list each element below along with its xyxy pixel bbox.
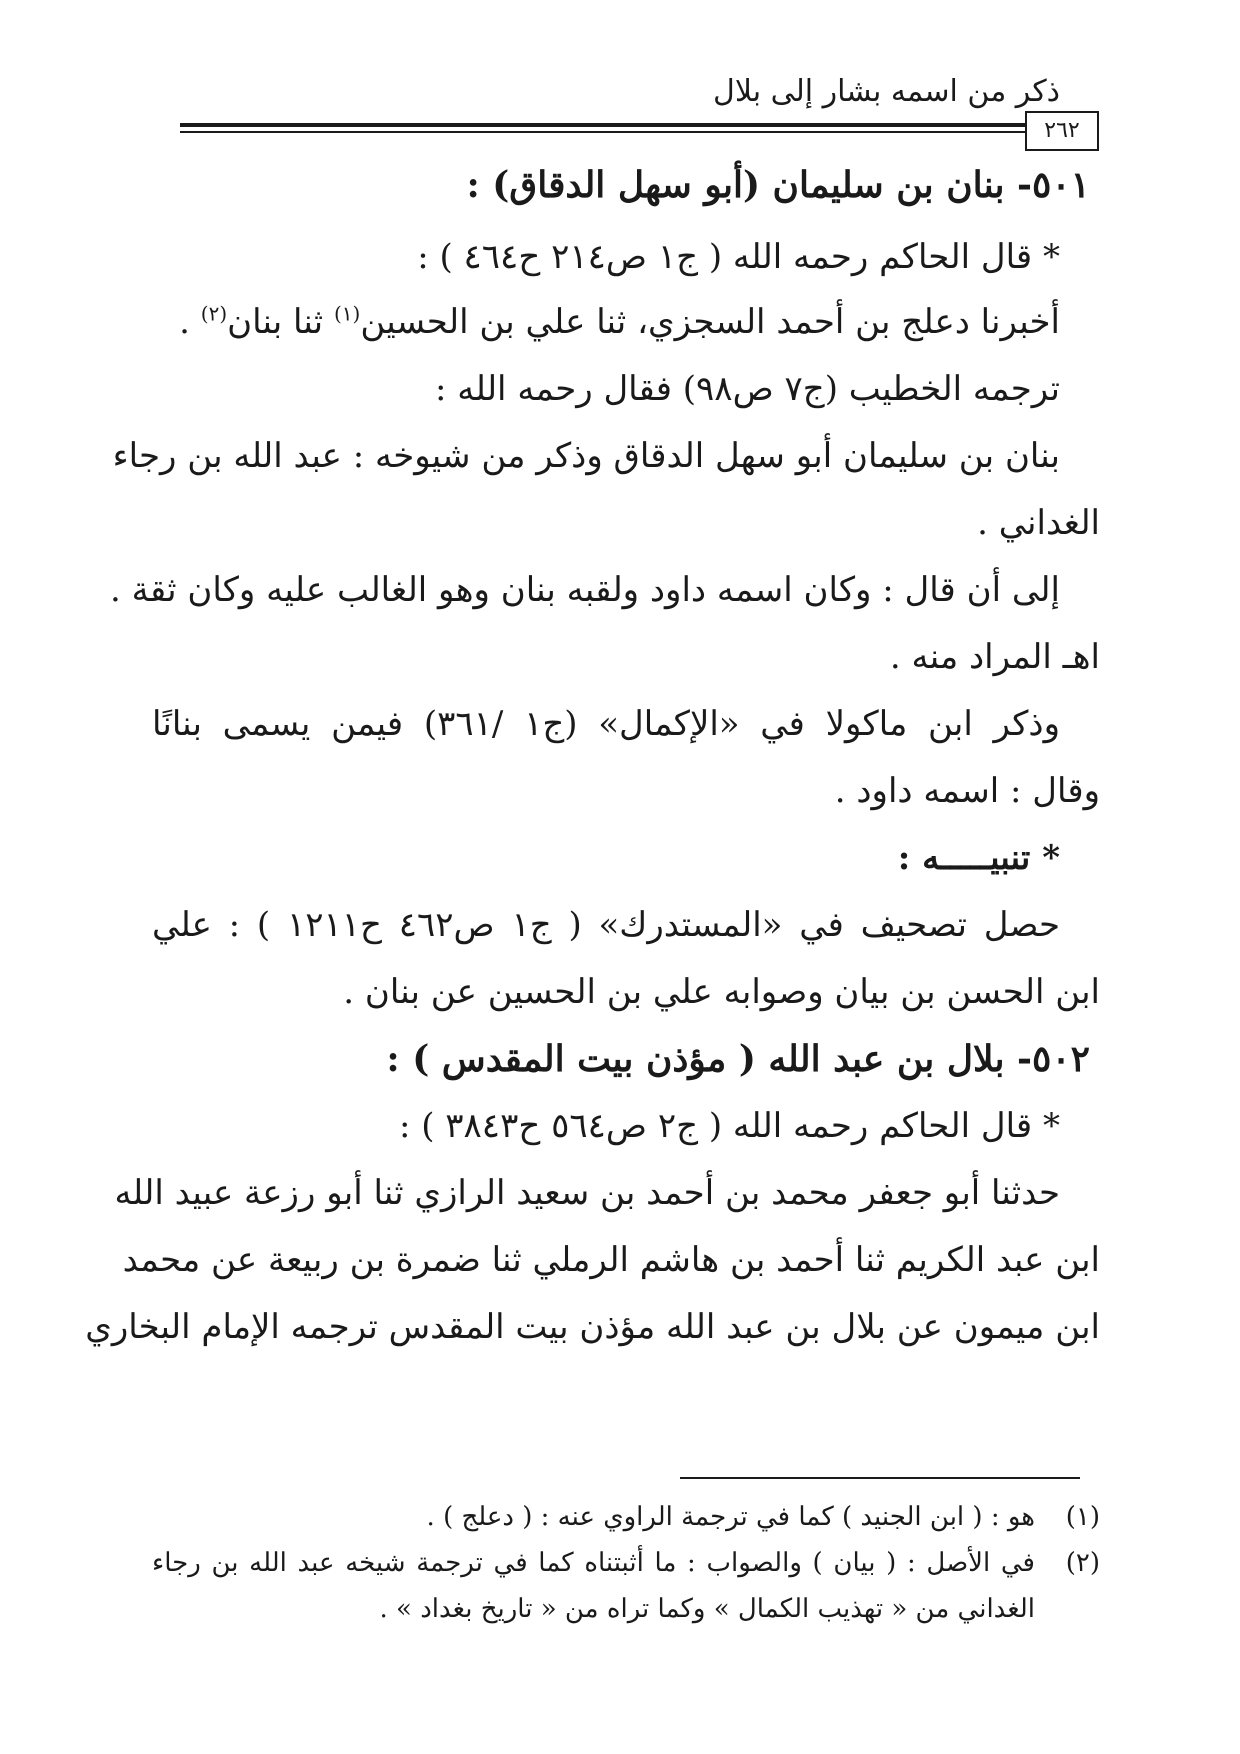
notice-heading: * تنبيـــــه : [897, 838, 1060, 878]
footnote-2-line-1: في الأصل : ( بيان ) والصواب : ما أثبتناه كما في ترجمة شيخه عبد الله بن رجاء [152, 1548, 1035, 1578]
entry-501-line-7: اهـ المراد منه . [889, 637, 1100, 677]
entry-501-line-8: وذكر ابن ماكولا في «الإكمال» (ج١ /٣٦١) فيمن يسمى بنانًا [152, 704, 1060, 744]
entry-501-line-5: الغداني . [977, 503, 1100, 543]
header-rule-thin [180, 131, 1060, 133]
footnote-rule [680, 1477, 1080, 1479]
entry-502-line-1: * قال الحاكم رحمه الله ( ج٢ ص٥٦٤ ح٣٨٤٣ ) : [398, 1106, 1060, 1146]
footnote-1-marker: (١) [1065, 1502, 1100, 1532]
entry-502-line-4: ابن ميمون عن بلال بن عبد الله مؤذن بيت المقدس ترجمه الإمام البخاري [85, 1307, 1100, 1347]
entry-501-line-10: حصل تصحيف في «المستدرك» ( ج١ ص٤٦٢ ح١٢١١ ) : علي [152, 905, 1060, 945]
footnote-ref-1: (١) [333, 301, 361, 326]
entry-502-heading: ٥٠٢- بلال بن عبد الله ( مؤذن بيت المقدس ) : [386, 1038, 1090, 1080]
footnote-2-line-2: الغداني من « تهذيب الكمال » وكما تراه من « تاريخ بغداد » . [379, 1594, 1035, 1624]
entry-501-line-1: * قال الحاكم رحمه الله ( ج١ ص٢١٤ ح٤٦٤ ) : [417, 237, 1060, 277]
running-header-title: ذكر من اسمه بشار إلى بلال [713, 74, 1060, 109]
text-run: . [179, 302, 190, 342]
entry-502-line-3: ابن عبد الكريم ثنا أحمد بن هاشم الرملي ثنا ضمرة بن ربيعة عن محمد [122, 1240, 1100, 1280]
entry-501-line-11: ابن الحسن بن بيان وصوابه علي بن الحسين عن بنان . [343, 972, 1100, 1012]
text-run: أخبرنا دعلج بن أحمد السجزي، ثنا علي بن الحسين [360, 302, 1060, 342]
entry-501-heading: ٥٠١- بنان بن سليمان (أبو سهل الدقاق) : [466, 164, 1090, 206]
text-run: ثنا بنان [227, 302, 324, 342]
entry-501-line-4: بنان بن سليمان أبو سهل الدقاق وذكر من شيوخه : عبد الله بن رجاء [112, 436, 1060, 476]
header-rule-thick [180, 123, 1060, 127]
footnote-2-marker: (٢) [1065, 1548, 1100, 1578]
entry-501-line-3: ترجمه الخطيب (ج٧ ص٩٨) فقال رحمه الله : [434, 369, 1060, 409]
footnote-ref-2: (٢) [200, 301, 228, 326]
page-number: ٢٦٢ [1025, 111, 1099, 151]
footnote-1-text: هو : ( ابن الجنيد ) كما في ترجمة الراوي عنه : ( دعلج ) . [426, 1502, 1035, 1532]
entry-501-line-9: وقال : اسمه داود . [834, 771, 1100, 811]
entry-501-line-2 [179, 300, 1060, 344]
entry-501-line-6: إلى أن قال : وكان اسمه داود ولقبه بنان وهو الغالب عليه وكان ثقة . [110, 570, 1060, 610]
entry-502-line-2: حدثنا أبو جعفر محمد بن أحمد بن سعيد الرازي ثنا أبو رزعة عبيد الله [114, 1173, 1060, 1213]
